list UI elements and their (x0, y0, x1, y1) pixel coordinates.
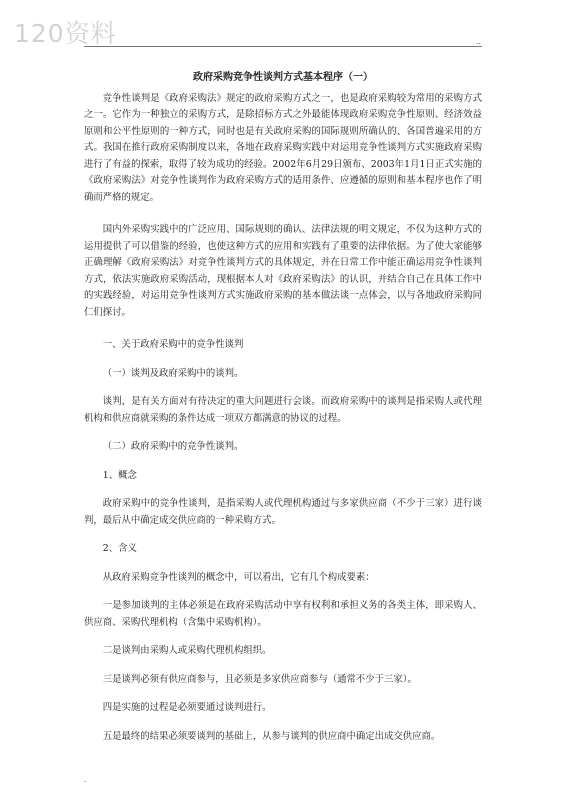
watermark-logo: 120资料 (14, 19, 117, 48)
paragraph: 国内外采购实践中的广泛应用、国际规则的确认、法律法规的明文规定，不仅为这种方式的运用提供了可以借鉴的经验，也使这种方式的应用和实践有了重要的法律依据。为了使大家能够正确理解《政府采购法》对竞争性谈判方式的具体规定，并在日常工作中能正确运用竞争性谈判方式，依法实施政府采购活动，现根据本人对《政府采购法》的认识，并结合自己在具体工作中的实践经验，对运用竞争性谈判方式实施政府采购的基本做法谈一点体会，以与各地政府采购同仁们探讨。 (84, 224, 482, 318)
section-heading: 一、关于政府采购中的竞争性谈判 (102, 339, 244, 350)
list-item: 五是最终的结果必须要谈判的基础上，从参与谈判的供应商中确定出成交供应商。 (102, 730, 441, 742)
list-item: 三是谈判必须有供应商参与，且必须是多家供应商参与（通常不少于三家）。 (102, 673, 417, 685)
header-rule (84, 46, 482, 47)
list-item: 四是实施的过程是必须要通过谈判进行。 (102, 702, 272, 713)
paragraph: 从政府采购竞争性谈判的概念中，可以看出，它有几个构成要素： (102, 571, 375, 583)
item-heading: 2、含义 (102, 543, 137, 554)
document-title: 政府采购竞争性谈判方式基本程序（一） (193, 72, 373, 83)
document-body (84, 70, 482, 745)
list-item: 二是谈判由采购人或采购代理机构组织。 (102, 645, 272, 656)
paragraph: 谈判，是有关方面对有待决定的重大问题进行会谈。而政府采购中的谈判是指采购人或代理机构和供应商就采购的条件达成一项双方都满意的协议的过程。 (84, 396, 482, 424)
paragraph: 竞争性谈判是《政府采购法》规定的政府采购方式之一，也是政府采购较为常用的采购方式之一。它作为一种独立的采购方式，是除招标方式之外最能体现政府采购竞争性原则、经济效益原则和公平性原则的一种方式，同时也是有关政府采购的国际规则所确认的、各国普遍采用的方式。我国在推行政府采购制度以来，各地在政府采购实践中对运用竞争性谈判方式实施政府采购进行了有益的探索，取得了较为成功的经验。2002年6月29日颁布、2003年1月1日正式实施的《政府采购法》对竞争性谈判作为政府采购方式的适用条件、应遵循的原则和基本程序也作了明确而严格的规定。 (84, 92, 482, 203)
list-item: 一是参加谈判的主体必须是在政府采购活动中享有权利和承担义务的各类主体，即采购人、供应商、采购代理机构（含集中采购机构）。 (84, 600, 482, 628)
item-heading: 1、概念 (102, 469, 137, 481)
header-mark: .. (476, 38, 481, 46)
paragraph: 政府采购中的竞争性谈判，是指采购人或代理机构通过与多家供应商（不少于三家）进行谈判，最后从中确定成交供应商的一种采购方式。 (84, 498, 482, 526)
subsection-heading: （二）政府采购中的竞争性谈判。 (102, 441, 244, 452)
subsection-heading: （一）谈判及政府采购中的谈判。 (102, 367, 244, 379)
footer-mark: . (84, 776, 87, 784)
